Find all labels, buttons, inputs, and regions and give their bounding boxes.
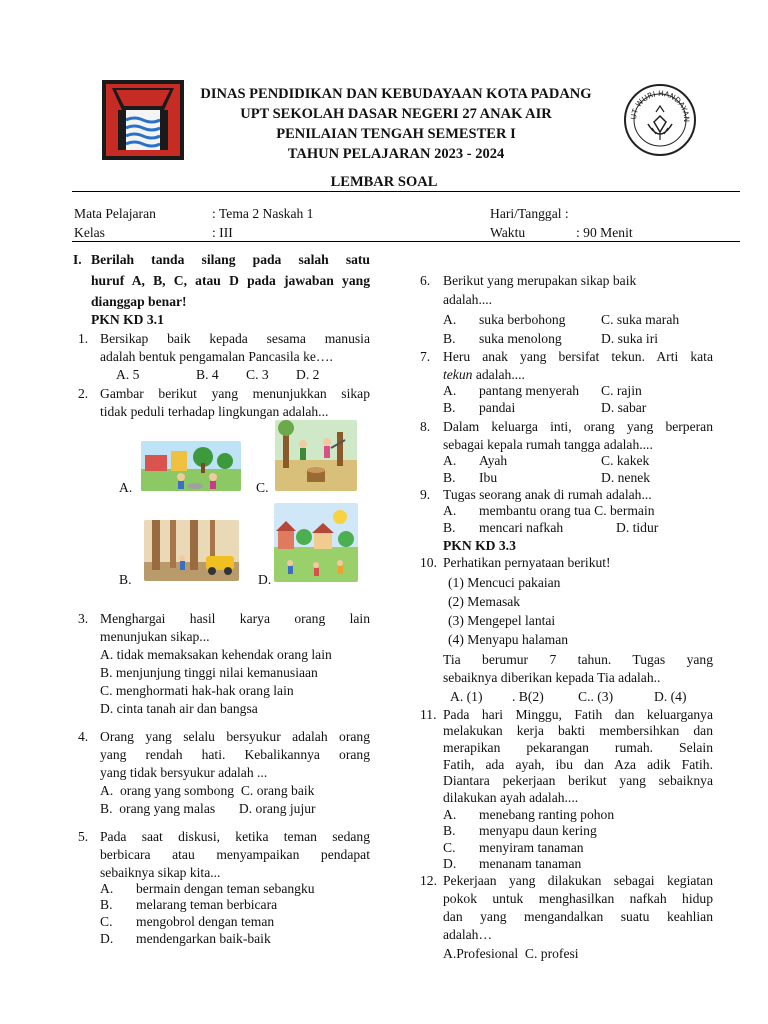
document-title: LEMBAR SOAL xyxy=(330,174,438,190)
q5-line-2: berbicara atau menyampaikan pendapat xyxy=(100,847,370,862)
q10-statement-2: (2) Memasak xyxy=(448,594,521,609)
q1-option-d[interactable]: D. 2 xyxy=(296,367,320,382)
q8-number: 8. xyxy=(420,419,431,434)
q12-line-3: dan yang mengandalkan suatu keahlian xyxy=(443,909,713,924)
q7-option-b[interactable]: pandai xyxy=(479,400,516,415)
q12-line-1: Pekerjaan yang dilakukan sebagai kegiatan xyxy=(443,873,713,888)
q9-option-d[interactable]: D. tidur xyxy=(616,520,659,535)
q11-line-2: melakukan kerja bakti membersihkan dan xyxy=(443,723,713,738)
kd-heading-3-1: PKN KD 3.1 xyxy=(91,312,164,327)
q8-option-b-letter: B. xyxy=(443,470,456,485)
q11-option-c[interactable]: menyiram tanaman xyxy=(479,840,584,855)
q5-line-3: sebaiknya sikap kita... xyxy=(100,865,221,880)
q4-options-a-c[interactable]: A. orang yang sombong C. orang baik xyxy=(100,783,315,798)
q5-option-c-letter: C. xyxy=(100,914,113,929)
q5-option-d[interactable]: mendengarkan baik-baik xyxy=(136,931,271,946)
q2-number: 2. xyxy=(78,386,89,401)
q7-option-c[interactable]: C. rajin xyxy=(601,383,642,398)
q11-option-b[interactable]: menyapu daun kering xyxy=(479,823,597,838)
q1-option-c[interactable]: C. 3 xyxy=(246,367,269,382)
q9-line-1: Tugas seorang anak di rumah adalah... xyxy=(443,487,652,502)
q4-line-3: yang tidak bersyukur adalah ... xyxy=(100,765,268,780)
q5-option-d-letter: D. xyxy=(100,931,114,946)
q9-option-b[interactable]: mencari nafkah xyxy=(479,520,564,535)
subject-value: : Tema 2 Naskah 1 xyxy=(212,206,314,221)
q7-option-a[interactable]: pantang menyerah xyxy=(479,383,580,398)
q11-line-4: Fatih, ada ayah, ibu dan Aza adik Fatih. xyxy=(443,757,713,772)
q6-option-d[interactable]: D. suka iri xyxy=(601,331,659,346)
q5-number: 5. xyxy=(78,829,89,844)
q8-option-b[interactable]: Ibu xyxy=(479,470,498,485)
q8-option-a-letter: A. xyxy=(443,453,457,468)
q5-option-b-letter: B. xyxy=(100,897,113,912)
q4-number: 4. xyxy=(78,729,89,744)
q3-line-2: menunjukan sikap... xyxy=(100,629,210,644)
q10-prompt-2: sebaiknya diberikan kepada Tia adalah.. xyxy=(443,670,661,685)
instruction-line-1: Berilah tanda silang pada salah satu xyxy=(91,252,370,267)
q11-option-c-letter: C. xyxy=(443,840,456,855)
q2-option-c-label[interactable]: C. xyxy=(256,480,269,495)
header-agency: DINAS PENDIDIKAN DAN KEBUDAYAAN KOTA PADANG xyxy=(200,86,592,102)
q6-option-b-letter: B. xyxy=(443,331,456,346)
logo-motto: UT WURI HANDAYAN xyxy=(628,88,692,123)
q8-line-1: Dalam keluarga inti, orang yang berperan xyxy=(443,419,713,434)
q6-option-c[interactable]: C. suka marah xyxy=(601,312,680,327)
header-exam: PENILAIAN TENGAH SEMESTER I xyxy=(276,126,516,142)
q1-line-2: adalah bentuk pengamalan Pancasila ke…. xyxy=(100,349,333,364)
q11-line-5: Diantara pekerjaan berikut yang sebaiknya xyxy=(443,773,713,788)
kd-heading-3-3: PKN KD 3.3 xyxy=(443,538,516,553)
q4-line-2: yang rendah hati. Kebalikannya orang xyxy=(100,747,370,762)
q11-option-d-letter: D. xyxy=(443,856,457,871)
q2-picture-b-forest[interactable] xyxy=(144,520,239,581)
q12-line-4: adalah… xyxy=(443,927,493,942)
q1-line-1: Bersikap baik kepada sesama manusia xyxy=(100,331,370,346)
q8-option-d[interactable]: D. nenek xyxy=(601,470,651,485)
q5-line-1: Pada saat diskusi, ketika teman sedang xyxy=(100,829,370,844)
q2-option-b-label[interactable]: B. xyxy=(119,572,132,587)
q12-number: 12. xyxy=(420,873,437,888)
q9-option-a-letter: A. xyxy=(443,503,457,518)
q2-line-2: tidak peduli terhadap lingkungan adalah... xyxy=(100,404,329,419)
q2-picture-a-park[interactable] xyxy=(141,441,241,491)
q7-line-2 xyxy=(443,366,525,383)
q11-option-b-letter: B. xyxy=(443,823,456,838)
class-value: : III xyxy=(212,225,233,240)
q2-picture-c-cutting-trees[interactable] xyxy=(275,420,357,491)
info-rule xyxy=(72,241,740,242)
header-school: UPT SEKOLAH DASAR NEGERI 27 ANAK AIR xyxy=(240,106,552,122)
q6-option-a-letter: A. xyxy=(443,312,457,327)
q9-option-b-letter: B. xyxy=(443,520,456,535)
q1-number: 1. xyxy=(78,331,89,346)
q11-option-a[interactable]: menebang ranting pohon xyxy=(479,807,615,822)
q5-option-a-letter: A. xyxy=(100,881,114,896)
class-label: Kelas xyxy=(74,225,105,240)
q10-prompt-1: Tia berumur 7 tahun. Tugas yang xyxy=(443,652,713,667)
q11-line-6: dilakukan ayah adalah.... xyxy=(443,790,579,805)
q2-option-a-label[interactable]: A. xyxy=(119,480,133,495)
q5-option-b[interactable]: melarang teman berbicara xyxy=(136,897,278,912)
time-label: Waktu xyxy=(490,225,526,240)
q10-option-d[interactable]: D. (4) xyxy=(654,689,687,704)
q3-line-1: Menghargai hasil karya orang lain xyxy=(100,611,370,626)
svg-text:TUT WURI HANDAYANI xyxy=(622,82,691,122)
q3-option-a[interactable]: A. tidak memaksakan kehendak orang lain xyxy=(100,647,332,662)
q1-option-b[interactable]: B. 4 xyxy=(196,367,219,382)
q8-line-2: sebagai kepala rumah tangga adalah.... xyxy=(443,437,653,452)
q10-statement-1: (1) Mencuci pakaian xyxy=(448,575,561,590)
q8-option-c[interactable]: C. kakek xyxy=(601,453,650,468)
section-number: I. xyxy=(73,252,82,267)
date-label: Hari/Tanggal : xyxy=(490,206,569,221)
q10-option-c[interactable]: C.. (3) xyxy=(578,689,614,704)
q7-option-a-letter: A. xyxy=(443,383,457,398)
q6-line-1: Berikut yang merupakan sikap baik xyxy=(443,273,637,288)
q9-number: 9. xyxy=(420,487,431,502)
q10-line-1: Perhatikan pernyataan berikut! xyxy=(443,555,611,570)
q1-option-a[interactable]: A. 5 xyxy=(116,367,140,382)
q10-statement-3: (3) Mengepel lantai xyxy=(448,613,556,628)
q5-option-c[interactable]: mengobrol dengan teman xyxy=(136,914,275,929)
q11-option-a-letter: A. xyxy=(443,807,457,822)
q7-line-2-rest: adalah.... xyxy=(472,367,525,382)
q5-option-a[interactable]: bermain dengan teman sebangku xyxy=(136,881,315,896)
subject-label: Mata Pelajaran xyxy=(74,206,156,221)
header-rule xyxy=(72,191,740,192)
q7-number: 7. xyxy=(420,349,431,364)
q10-option-b[interactable]: . B(2) xyxy=(512,689,544,704)
q8-option-a[interactable]: Ayah xyxy=(479,453,508,468)
q11-line-3: merapikan pekarangan rumah. Selain xyxy=(443,740,713,755)
q12-line-2: pokok untuk menghasilkan nafkah hidup xyxy=(443,891,713,906)
q11-number: 11. xyxy=(420,707,437,722)
q4-options-b-d[interactable]: B. orang yang malas D. orang jujur xyxy=(100,801,316,816)
q12-options[interactable]: A.Profesional C. profesi xyxy=(443,946,579,961)
q6-number: 6. xyxy=(420,273,431,288)
q6-line-2: adalah.... xyxy=(443,292,493,307)
q6-option-b[interactable]: suka menolong xyxy=(479,331,562,346)
q2-line-1: Gambar berikut yang menunjukkan sikap xyxy=(100,386,370,401)
q3-option-b[interactable]: B. menjunjung tinggi nilai kemanusiaan xyxy=(100,665,318,680)
tut-wuri-handayani-logo xyxy=(622,82,698,158)
q10-statement-4: (4) Menyapu halaman xyxy=(448,632,569,647)
q9-options-a-c[interactable]: membantu orang tua C. bermain xyxy=(479,503,655,518)
header-year: TAHUN PELAJARAN 2023 - 2024 xyxy=(287,146,505,162)
q2-option-d-label[interactable]: D. xyxy=(258,572,272,587)
instruction-line-2: huruf A, B, C, atau D pada jawaban yang xyxy=(91,273,370,288)
time-value: : 90 Menit xyxy=(576,225,633,240)
q7-option-b-letter: B. xyxy=(443,400,456,415)
q7-option-d[interactable]: D. sabar xyxy=(601,400,647,415)
q7-italic-word: tekun xyxy=(443,367,473,382)
q3-number: 3. xyxy=(78,611,89,626)
q10-number: 10. xyxy=(420,555,437,570)
q6-option-a[interactable]: suka berbohong xyxy=(479,312,566,327)
q7-line-1: Heru anak yang bersifat tekun. Arti kata xyxy=(443,349,713,364)
q2-picture-d-neighborhood[interactable] xyxy=(274,503,358,582)
q10-option-a[interactable]: A. (1) xyxy=(450,689,483,704)
instruction-line-3: dianggap benar! xyxy=(91,294,187,309)
q11-option-d[interactable]: menanam tanaman xyxy=(479,856,582,871)
q11-line-1: Pada hari Minggu, Fatih dan keluarganya xyxy=(443,707,713,722)
q4-line-1: Orang yang selalu bersyukur adalah orang xyxy=(100,729,370,744)
q3-option-c[interactable]: C. menghormati hak-hak orang lain xyxy=(100,683,294,698)
q3-option-d[interactable]: D. cinta tanah air dan bangsa xyxy=(100,701,258,716)
